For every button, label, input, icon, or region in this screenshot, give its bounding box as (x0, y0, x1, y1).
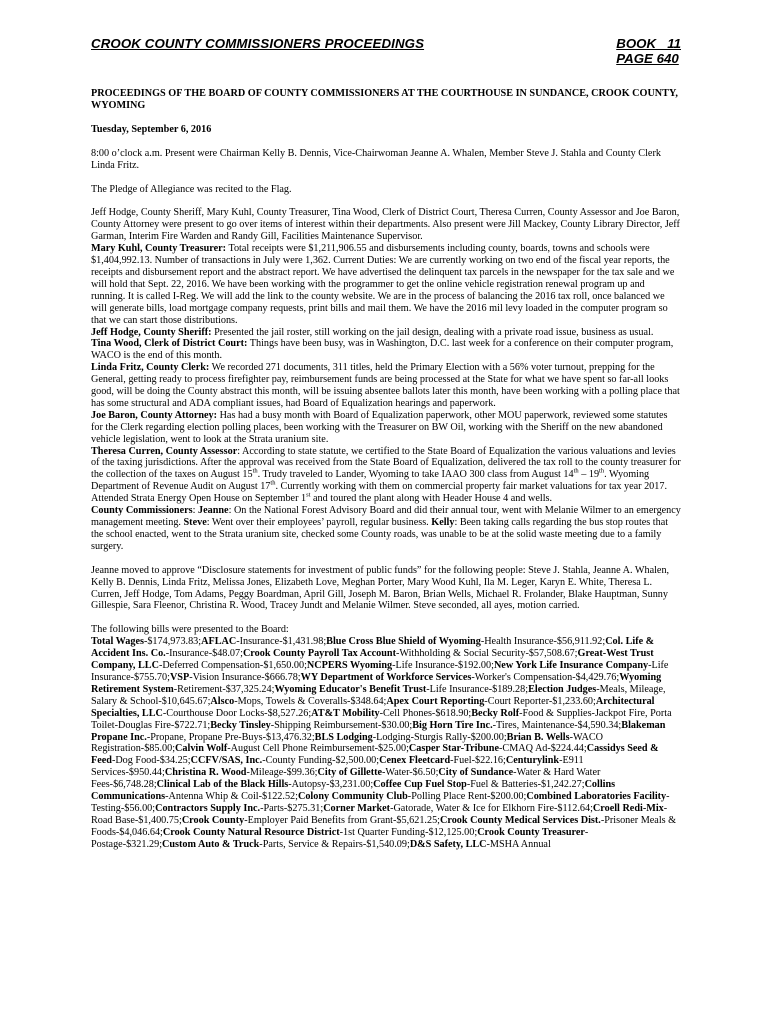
bill-vendor: Clinical Lab of the Black Hills (156, 779, 289, 791)
report-label: Tina Wood, Clerk of District Court: (91, 338, 248, 350)
bill-description: -Health Insurance-$56,911.92; (480, 636, 606, 648)
bill-description: -Road Base-$1,400.75; (91, 802, 668, 826)
report-label: Mary Kuhl, County Treasurer: (91, 243, 227, 255)
bill-vendor: Blakeman Propane Inc. (91, 719, 666, 743)
bill-description: -Insurance-$48.07; (165, 648, 243, 660)
report-label: Theresa Curren, County Assessor (91, 445, 238, 457)
bill-description: -Parts, Service & Repairs-$1,540.09; (259, 838, 410, 850)
bill-description: -Withholding & Social Security-$57,508.67; (395, 648, 578, 660)
bill-vendor: AT&T Mobility (311, 707, 380, 719)
bill-vendor: Collins Communications (91, 779, 616, 803)
bill-vendor: City of Sundance (438, 767, 514, 779)
bill-description: -Dog Food-$34.25; (111, 755, 191, 767)
bill-vendor: Crook County Treasurer (477, 826, 585, 838)
bill-description: -Court Reporter-$1,233.60; (484, 695, 596, 707)
bills-intro: The following bills were presented to the Board: (91, 624, 289, 636)
bill-vendor: New York Life Insurance Company (493, 660, 649, 672)
bill-description: -1st Quarter Funding-$12,125.00; (339, 826, 478, 838)
bill-vendor: Croell Redi-Mix (592, 802, 664, 814)
bill-vendor: Architectural Specialties, LLC (91, 695, 655, 719)
bill-vendor: Apex Court Reporting (386, 695, 485, 707)
attendance-paragraph: Jeff Hodge, County Sheriff, Mary Kuhl, County Treasurer, Tina Wood, Clerk of District Court, Theresa Curren, County Assessor and Joe Baron, County Attorney were present to go over items of interest within their departments. Also present were Jill Mackey, County Library Director, Jeff Garman, Interim Fire Warden and Randy Gill, Facilities Maintenance Supervisor. (91, 207, 680, 243)
book-page-reference (616, 36, 681, 66)
bill-vendor: Calvin Wolf (175, 743, 228, 755)
bill-vendor: Wyoming Retirement System (91, 671, 662, 695)
bill-vendor: Crook County (181, 814, 245, 826)
bill-description: -Retirement-$37,325.24; (173, 683, 275, 695)
bill-description: -Polling Place Rent-$200.00; (407, 791, 527, 803)
bill-description: -WACO Registration-$85.00; (91, 731, 603, 755)
proceedings-heading: PROCEEDINGS OF THE BOARD OF COUNTY COMMISSIONERS AT THE COURTHOUSE IN SUNDANCE, CROOK COUNTY, WYOMING (91, 88, 678, 111)
bill-description: -CMAQ Ad-$224.44; (499, 743, 587, 755)
report-county-clerk: Linda Fritz, County Clerk: We recorded 271 documents, 311 titles, held the Primary Election with a 56% voter turnout, prepping for the General, getting ready to process firefighter pay, reimbursement funds are being processed at the State for what we have spent so far-all looks good, will be doing the County abstract this month, will be issuing absentee ballots later this month, have been working with a polling place that has some structural and ADA compliant issues, had Board of Equalization hearings and paperwork. (91, 362, 680, 409)
bill-vendor: AFLAC (201, 636, 237, 648)
bill-vendor: Crook County Natural Resource District (162, 826, 340, 838)
report-label: County Commissioners (91, 505, 193, 517)
bill-vendor: Crook County Medical Services Dist. (440, 814, 601, 826)
bill-description: -Life Insurance-$189.28; (426, 683, 529, 695)
bill-description: -Water & Hard Water Fees-$6,748.28; (91, 767, 601, 791)
document-title: CROOK COUNTY COMMISSIONERS PROCEEDINGS (91, 36, 425, 51)
bill-vendor: VSP (169, 671, 190, 683)
page-header (91, 36, 681, 66)
bill-vendor: BLS Lodging (314, 731, 373, 743)
bill-description: -E911 Services-$950.44; (91, 755, 584, 779)
bill-vendor: Cassidys Seed & Feed (91, 743, 659, 767)
bill-description: -Insurance-$1,431.98; (236, 636, 327, 648)
bill-description: -Mops, Towels & Coveralls-$348.64; (234, 695, 387, 707)
bill-description: -Worker's Compensation-$4,429.76; (471, 671, 620, 683)
bill-description: -Fuel-$22.16; (450, 755, 506, 767)
bill-vendor: Casper Star-Tribune (408, 743, 499, 755)
bill-description: -MSHA Annual (486, 838, 551, 850)
bill-vendor: Brian B. Wells (506, 731, 570, 743)
bill-vendor: Crook County Payroll Tax Account (242, 648, 396, 660)
bill-vendor: Becky Tinsley (210, 719, 271, 731)
bill-description: -Life Insurance-$755.70; (91, 660, 669, 683)
report-district-court: Tina Wood, Clerk of District Court: Things have been busy, was in Washington, D.C. last week for a conference on their computer program, WACO is the end of this month. (91, 338, 674, 362)
bill-description: -$174,973.83; (143, 636, 202, 648)
meeting-date: Tuesday, September 6, 2016 (91, 123, 212, 135)
bill-vendor: Combined Laboratories Facility (526, 791, 667, 803)
bill-description: -Cell Phones-$618.90; (379, 707, 472, 719)
bill-vendor: Blue Cross Blue Shield of Wyoming (326, 636, 481, 648)
bill-vendor: Coffee Cup Fuel Stop (373, 779, 467, 791)
report-sheriff: Jeff Hodge, County Sheriff: Presented the jail roster, still working on the jail design, dealing with a private road issue, business as usual. (91, 326, 654, 338)
bill-description: -Shipping Reimbursement-$30.00; (270, 719, 413, 731)
bills-list (91, 636, 681, 850)
bill-description: -Courthouse Door Locks-$8,527.26; (162, 707, 312, 719)
bill-description: -Water-$6.50; (382, 767, 439, 779)
bill-vendor: Corner Market (323, 802, 391, 814)
report-label: Jeff Hodge, County Sheriff: (91, 326, 212, 338)
bill-description: -Testing-$56.00; (91, 791, 670, 814)
bill-vendor: Custom Auto & Truck (162, 838, 260, 850)
bill-description: -Tires, Maintenance-$4,590.34; (492, 719, 622, 731)
bill-description: -Meals, Mileage, Salary & School-$10,645.67; (91, 683, 666, 707)
report-county-assessor: Theresa Curren, County Assessor: According to state statute, we certified to the State Board of Equalization the various valuations and levies of the taxing jurisdictions. After the approval was received from the State Board of Equalization, delivered the tax roll to the county treasurer for the collection of the taxes on August 15th. Trudy traveled to Lander, Wyoming to take IAAO 300 class from August 14th – 19th. Wyoming Department of Revenue Audit on August 17th. Currently working with them on commercial property fair market valuations for tax year 2017. Attended Strata Energy Open House on September 1st and toured the plant along with Header House 4 and wells. (91, 445, 681, 505)
book-number: BOOK 11 (616, 36, 681, 51)
bill-description: -Lodging-Sturgis Rally-$200.00; (372, 731, 507, 743)
bill-vendor: Cenex Fleetcard (379, 755, 451, 767)
report-label: Joe Baron, County Attorney: (91, 409, 218, 421)
bill-vendor: Contractors Supply Inc. (155, 802, 261, 814)
document-page (91, 36, 681, 851)
bill-vendor: Col. Life & Accident Ins. Co. (91, 636, 655, 660)
bill-description: -August Cell Phone Reimbursement-$25.00; (227, 743, 409, 755)
report-label: Linda Fritz, County Clerk: (91, 362, 210, 374)
report-treasurer: Mary Kuhl, County Treasurer: Total receipts were $1,211,906.55 and disbursements including county, boards, towns and schools were $1,404,992.13. Number of transactions in July were 1,362. Current Duties: We are currently working on two end of the fiscal year reports, the receipts and disbursement report and the abstract report. We have advertised the delinquent tax parcels in the newspaper for the tax sale and we will hold that Sept. 22, 2016. We have been working with the programmer to get the online vehicle registration renewal program up and running. It is called I-Reg. We will add the link to the county website. We are in the process of balancing the 2016 tax roll, once balanced we will generate bills, load mortgage company requests, print bills and mail them. We have the 2016 mil levy loaded in the computer program so that we can start those distributions. (91, 243, 675, 326)
bill-vendor: CCFV/SAS, Inc. (190, 755, 263, 767)
bill-vendor: Colony Community Club (297, 791, 408, 803)
bill-vendor: WY Department of Workforce Services (300, 671, 472, 683)
bill-description: -Mileage-$99.36; (246, 767, 318, 779)
motion-paragraph: Jeanne moved to approve “Disclosure statements for investment of public funds” for the following people: Steve J. Stahla, Jeanne A. Whalen, Kelly B. Dennis, Linda Fritz, Melissa Jones, Elizabeth Love, Meghan Porter, Mary Wood Kuhl, Ila M. Leger, Karyn E. White, Theresa L. Curren, Jeff Hodge, Tom Adams, Peggy Boardman, April Gill, Joseph M. Baron, Brian Wells, Michael R. Frolander, Blake Hauptman, Sunny Gillespie, Sara Fleenor, Christina R. Wood, Tracey Jundt and Melanie Wilmer. Steve seconded, all ayes, motion carried. (91, 564, 670, 612)
report-commissioners: County Commissioners: Jeanne: On the National Forest Advisory Board and did their annual tour, went with Melanie Wilmer to an emergency management meeting. Steve: Went over their employees’ payroll, regular business. Kelly: Been taking calls regarding the bus stop routes that the school enacted, went to the Strata uranium site, checked some County roads, was unable to be at the solid waste meeting due to a family surgery. (91, 505, 681, 552)
bill-description: -Deferred Compensation-$1,650.00; (158, 660, 307, 672)
report-county-attorney: Joe Baron, County Attorney: Has had a busy month with Board of Equalization paperwork, other MOU paperwork, reviewed some statutes for the Clerk regarding election polling places, been working with the Treasurer on BW Oil, working with the Sheriff on the new abandoned vehicle legislation, went to look at the Strata uranium site. (91, 409, 668, 445)
bill-description: -Gatorade, Water & Ice for Elkhorn Fire-$112.64; (390, 802, 593, 814)
bill-vendor: NCPERS Wyoming (306, 660, 393, 672)
bill-vendor: Christina R. Wood (164, 767, 247, 779)
opening-paragraph: 8:00 o’clock a.m. Present were Chairman Kelly B. Dennis, Vice-Chairwoman Jeanne A. Whalen, Member Steve J. Stahla and County Clerk Linda Fritz. (91, 147, 661, 171)
bill-description: -Life Insurance-$192.00; (392, 660, 494, 672)
bill-vendor: City of Gillette (317, 767, 382, 779)
page-number: PAGE 640 (616, 51, 679, 66)
bill-description: -County Funding-$2,500.00; (262, 755, 380, 767)
bill-vendor: Great-West Trust Company, LLC (91, 648, 654, 672)
bill-vendor: D&S Safety, LLC (409, 838, 487, 850)
bill-description: -Propane, Propane Pre-Buys-$13,476.32; (146, 731, 315, 743)
bill-vendor: Centurylink (505, 755, 560, 767)
bill-vendor: Becky Rolf (471, 707, 520, 719)
bill-description: -Prisoner Meals & Foods-$4,046.64; (91, 814, 677, 838)
bill-vendor: Alsco (210, 695, 235, 707)
bill-description: -Autopsy-$3,231.00; (288, 779, 374, 791)
bill-vendor: Total Wages (91, 636, 144, 648)
bill-vendor: Wyoming Educator's Benefit Trust (274, 683, 427, 695)
bill-description: -Postage-$321.29; (91, 826, 589, 850)
bill-description: -Food & Supplies-Jackpot Fire, Porta Toilet-Douglas Fire-$722.71; (91, 707, 672, 731)
bill-description: -Employer Paid Benefits from Grant-$5,621.25; (244, 814, 440, 826)
bill-description: -Vision Insurance-$666.78; (189, 671, 301, 683)
pledge-paragraph: The Pledge of Allegiance was recited to the Flag. (91, 183, 292, 195)
bill-description: -Parts-$275.31; (260, 802, 324, 814)
bill-vendor: Election Judges (528, 683, 597, 695)
bill-description: -Antenna Whip & Coil-$122.52; (165, 791, 298, 803)
bill-description: -Fuel & Batteries-$1,242.27; (466, 779, 585, 791)
bill-vendor: Big Horn Tire Inc. (412, 719, 493, 731)
